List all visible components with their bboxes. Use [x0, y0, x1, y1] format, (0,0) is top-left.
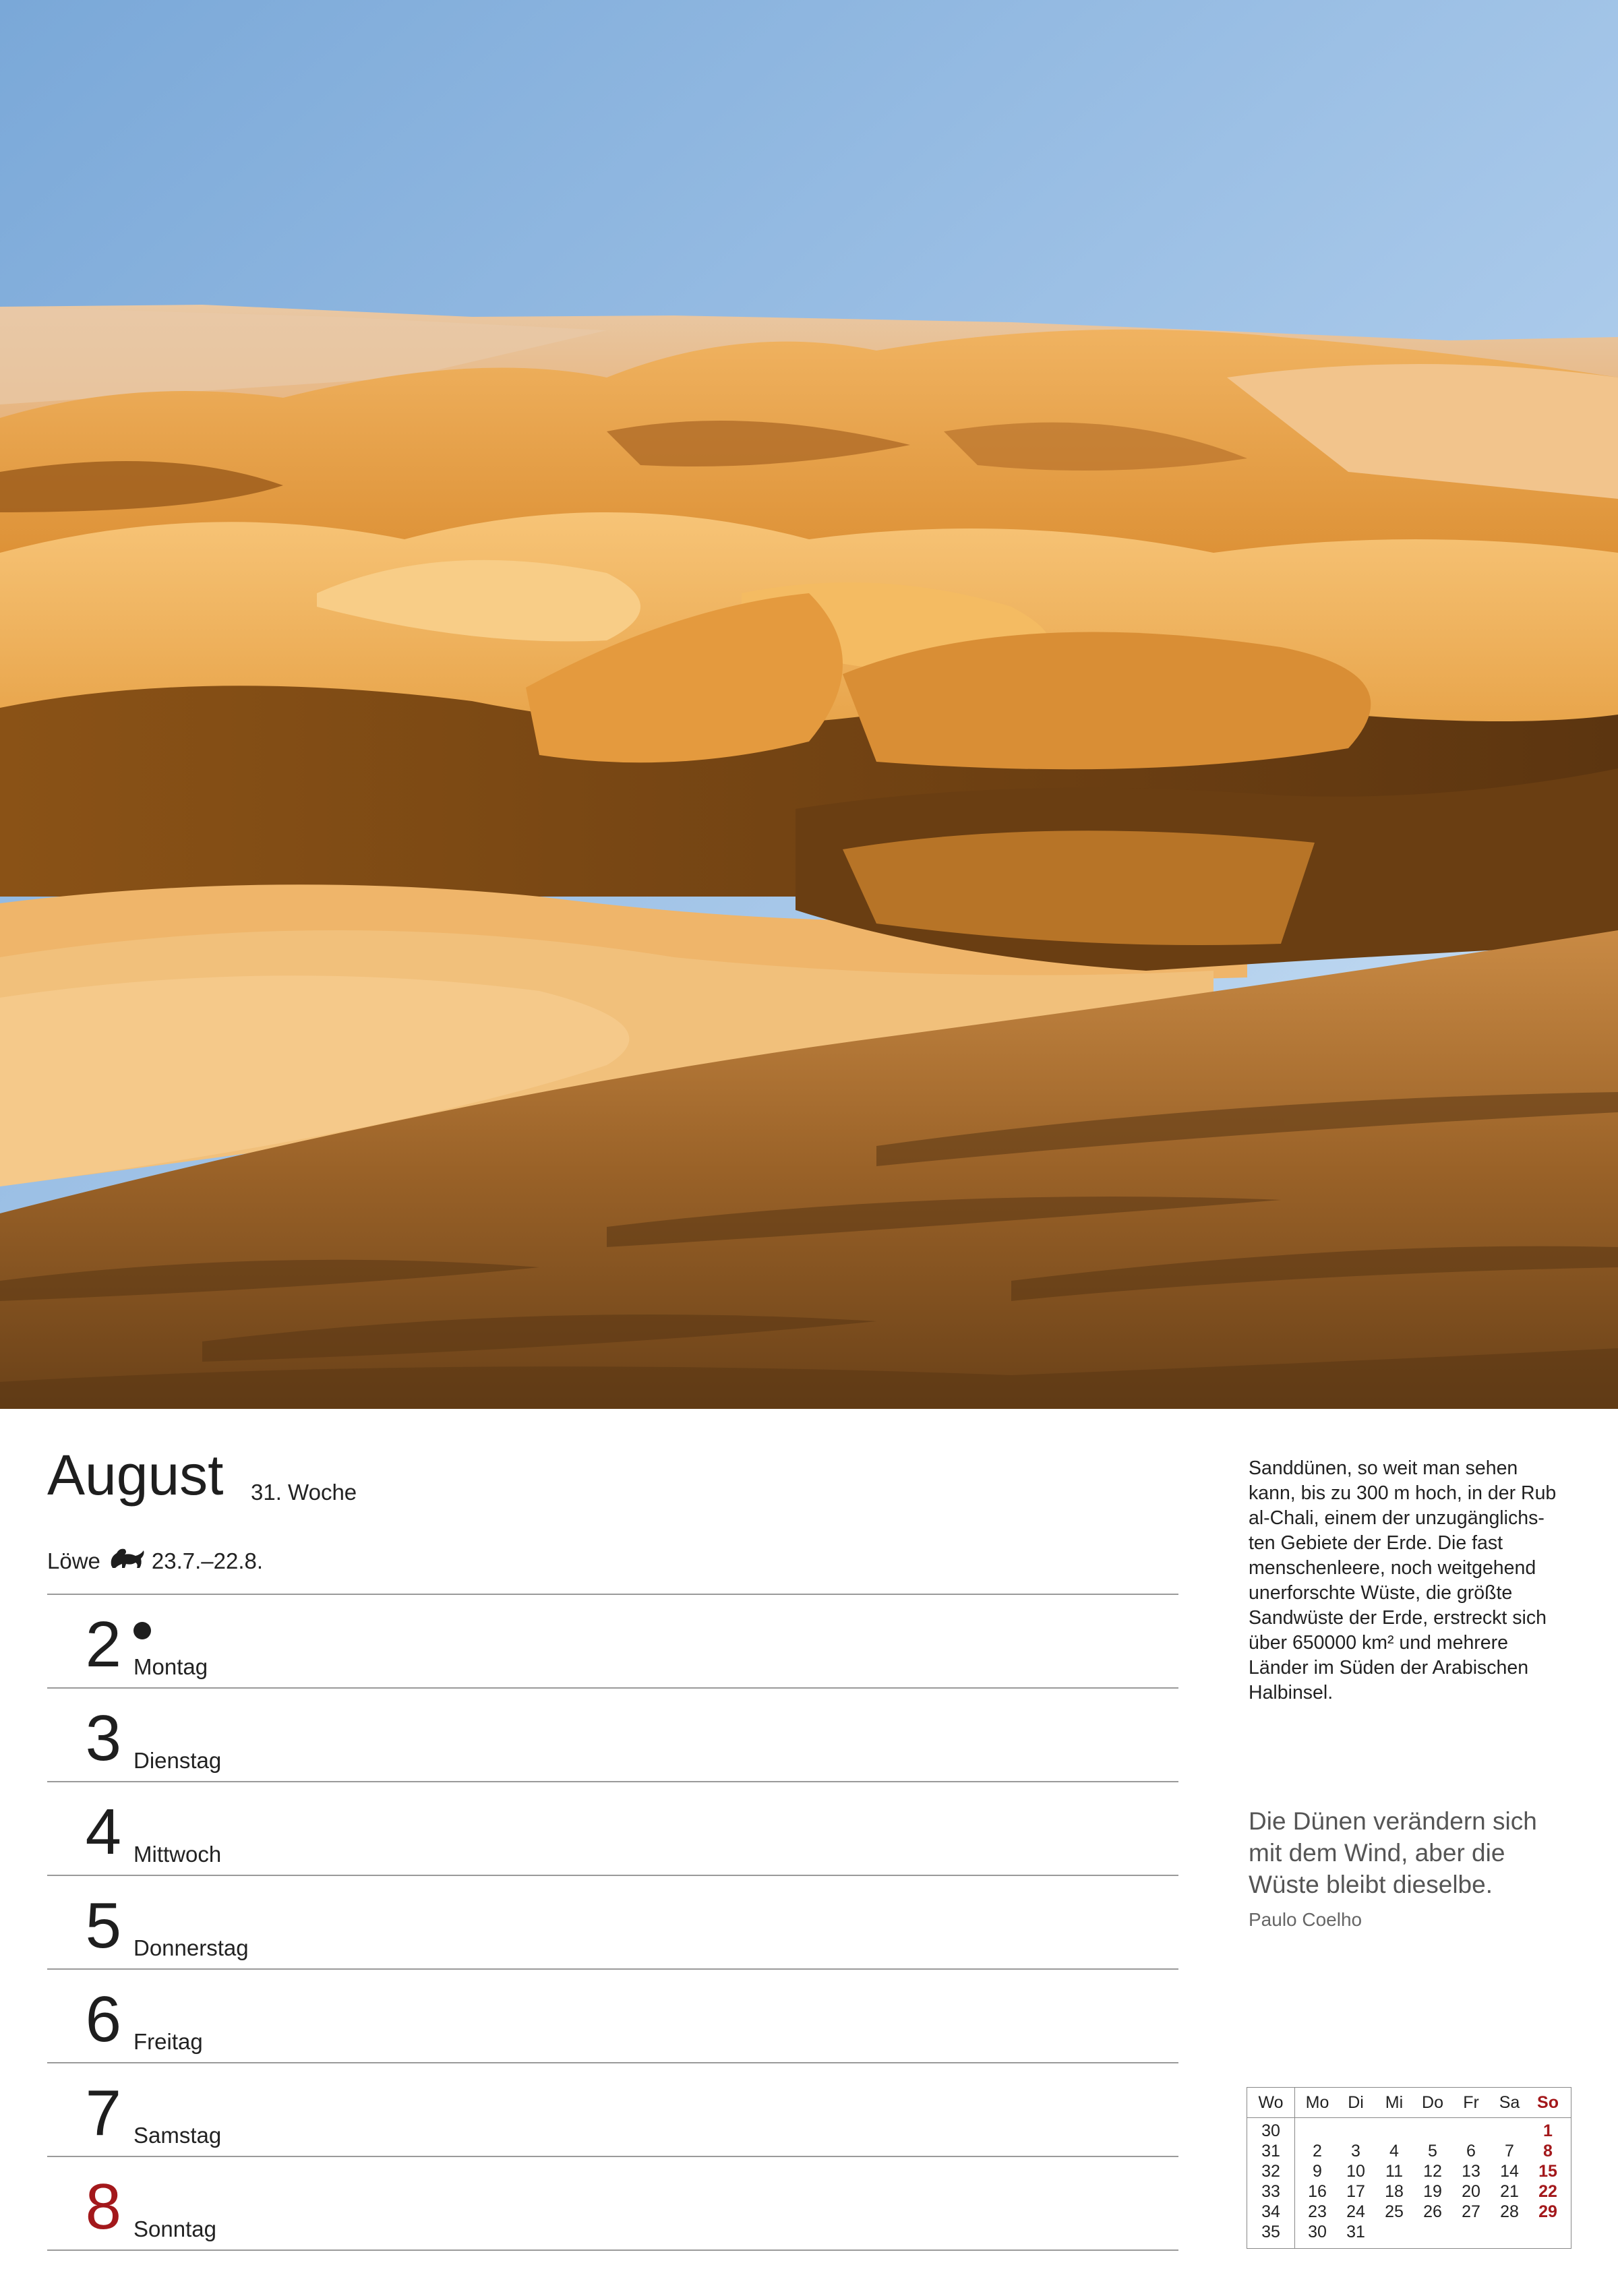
mini-calendar-day: 19: [1423, 2182, 1442, 2201]
description-line: al-Chali, einem der unzugänglichs-: [1249, 1507, 1545, 1529]
day-name: Montag: [133, 1654, 208, 1679]
mini-calendar-week-number: 33: [1261, 2182, 1280, 2201]
description-line: Sanddünen, so weit man sehen: [1249, 1457, 1518, 1479]
week-number: 31. Woche: [251, 1480, 357, 1505]
mini-calendar-day: 6: [1466, 2142, 1476, 2161]
quote-line: Die Dünen verändern sich: [1249, 1807, 1537, 1835]
mini-calendar-day: 2: [1313, 2142, 1322, 2161]
day-row-sunday[interactable]: [47, 2157, 1178, 2251]
day-number: 4: [85, 1796, 121, 1868]
mini-calendar-week-number: 35: [1261, 2223, 1280, 2241]
quote-line: Wüste bleibt dieselbe.: [1249, 1871, 1493, 1898]
mini-calendar-week-divider: [1294, 2088, 1295, 2248]
mini-calendar-week-number: 32: [1261, 2162, 1280, 2181]
day-name: Freitag: [133, 2029, 203, 2054]
day-number: 6: [85, 1983, 121, 2055]
day-number: 8: [85, 2171, 121, 2243]
mini-calendar-day: 26: [1423, 2202, 1442, 2221]
mini-calendar-day: 5: [1428, 2142, 1437, 2161]
mini-calendar-day: 8: [1543, 2142, 1553, 2161]
description-line: menschenleere, noch weitgehend: [1249, 1557, 1536, 1579]
mini-calendar-day: 3: [1351, 2142, 1360, 2161]
description-line: ten Gebiete der Erde. Die fast: [1249, 1532, 1503, 1554]
mini-calendar-day: 1: [1543, 2121, 1553, 2140]
day-name: Sonntag: [133, 2216, 216, 2241]
description-line: Länder im Süden der Arabischen: [1249, 1657, 1529, 1679]
description-line: Sandwüste der Erde, erstreckt sich: [1249, 1607, 1547, 1629]
day-name: Samstag: [133, 2123, 222, 2148]
zodiac-line: [47, 1549, 263, 1572]
mini-calendar-header-cell: Wo: [1258, 2093, 1284, 2112]
day-number: 2: [85, 1608, 121, 1681]
mini-calendar-day: 17: [1346, 2182, 1365, 2201]
day-row[interactable]: [47, 1689, 1178, 1782]
mini-calendar-header-cell: Sa: [1499, 2093, 1520, 2112]
mini-calendar-day: 28: [1500, 2202, 1519, 2221]
description-line: unerforschte Wüste, die größte: [1249, 1582, 1513, 1604]
day-name: Donnerstag: [133, 1935, 249, 1960]
day-name: Mittwoch: [133, 1842, 222, 1867]
mini-calendar-day: 18: [1385, 2182, 1404, 2201]
mini-calendar-header-cell: Do: [1422, 2093, 1443, 2112]
day-number: 3: [85, 1702, 121, 1774]
mini-calendar-day: 13: [1462, 2162, 1480, 2181]
mini-calendar-day: 20: [1462, 2182, 1480, 2201]
mini-calendar-day: 14: [1500, 2162, 1519, 2181]
description-line: über 650000 km² und mehrere: [1249, 1632, 1508, 1654]
mini-calendar-day: 24: [1346, 2202, 1365, 2221]
day-row[interactable]: [47, 1876, 1178, 1970]
lion-icon: [107, 1545, 146, 1572]
month-title: August: [47, 1443, 224, 1507]
mini-calendar-header-cell: Mi: [1385, 2093, 1404, 2112]
mini-calendar-day: 25: [1385, 2202, 1404, 2221]
week-days: [47, 1594, 1178, 2251]
mini-calendar-header-cell: Mo: [1305, 2093, 1329, 2112]
day-name: Dienstag: [133, 1748, 222, 1773]
mini-calendar-day: 4: [1389, 2142, 1399, 2161]
mini-calendar-header-cell: Fr: [1463, 2093, 1479, 2112]
day-number: 7: [85, 2077, 121, 2149]
mini-calendar-day: 10: [1346, 2162, 1365, 2181]
mini-calendar-day: 21: [1500, 2182, 1519, 2201]
day-number: 5: [85, 1890, 121, 1962]
zodiac-name: Löwe: [47, 1548, 100, 1573]
mini-calendar-day: 30: [1308, 2223, 1327, 2241]
description-line: kann, bis zu 300 m hoch, in der Rub: [1249, 1482, 1557, 1504]
mini-calendar-week-number: 34: [1261, 2202, 1280, 2221]
mini-calendar-day: 7: [1505, 2142, 1514, 2161]
day-row[interactable]: [47, 1970, 1178, 2063]
mini-calendar-day: 11: [1385, 2162, 1403, 2181]
mini-calendar-day: 23: [1308, 2202, 1327, 2221]
quote-line: mit dem Wind, aber die: [1249, 1839, 1505, 1867]
mini-calendar-day: 16: [1308, 2182, 1327, 2201]
mini-calendar-day: 12: [1423, 2162, 1442, 2181]
day-row[interactable]: [47, 1595, 1178, 1689]
mini-calendar-day: 31: [1346, 2223, 1365, 2241]
description-line: Halbinsel.: [1249, 1682, 1334, 1703]
mini-calendar-day: 22: [1538, 2182, 1557, 2201]
mini-calendar-header-cell: Di: [1348, 2093, 1364, 2112]
mini-calendar-header-cell: So: [1537, 2093, 1559, 2112]
mini-calendar-day: 15: [1538, 2162, 1557, 2181]
day-row[interactable]: [47, 2063, 1178, 2157]
quote: [1249, 1805, 1572, 1900]
mini-calendar-day: 9: [1313, 2162, 1322, 2181]
mini-month-calendar: [1247, 2087, 1571, 2249]
mini-calendar-week-number: 31: [1261, 2142, 1280, 2161]
zodiac-range: 23.7.–22.8.: [151, 1548, 264, 1573]
new-moon-icon: [133, 1622, 151, 1639]
mini-calendar-week-number: 30: [1261, 2121, 1280, 2140]
day-row[interactable]: [47, 1782, 1178, 1876]
mini-calendar-day: 29: [1538, 2202, 1557, 2221]
mini-calendar-day: 27: [1462, 2202, 1480, 2221]
photo-description: [1249, 1456, 1589, 1705]
quote-author: Paulo Coelho: [1249, 1909, 1362, 1930]
